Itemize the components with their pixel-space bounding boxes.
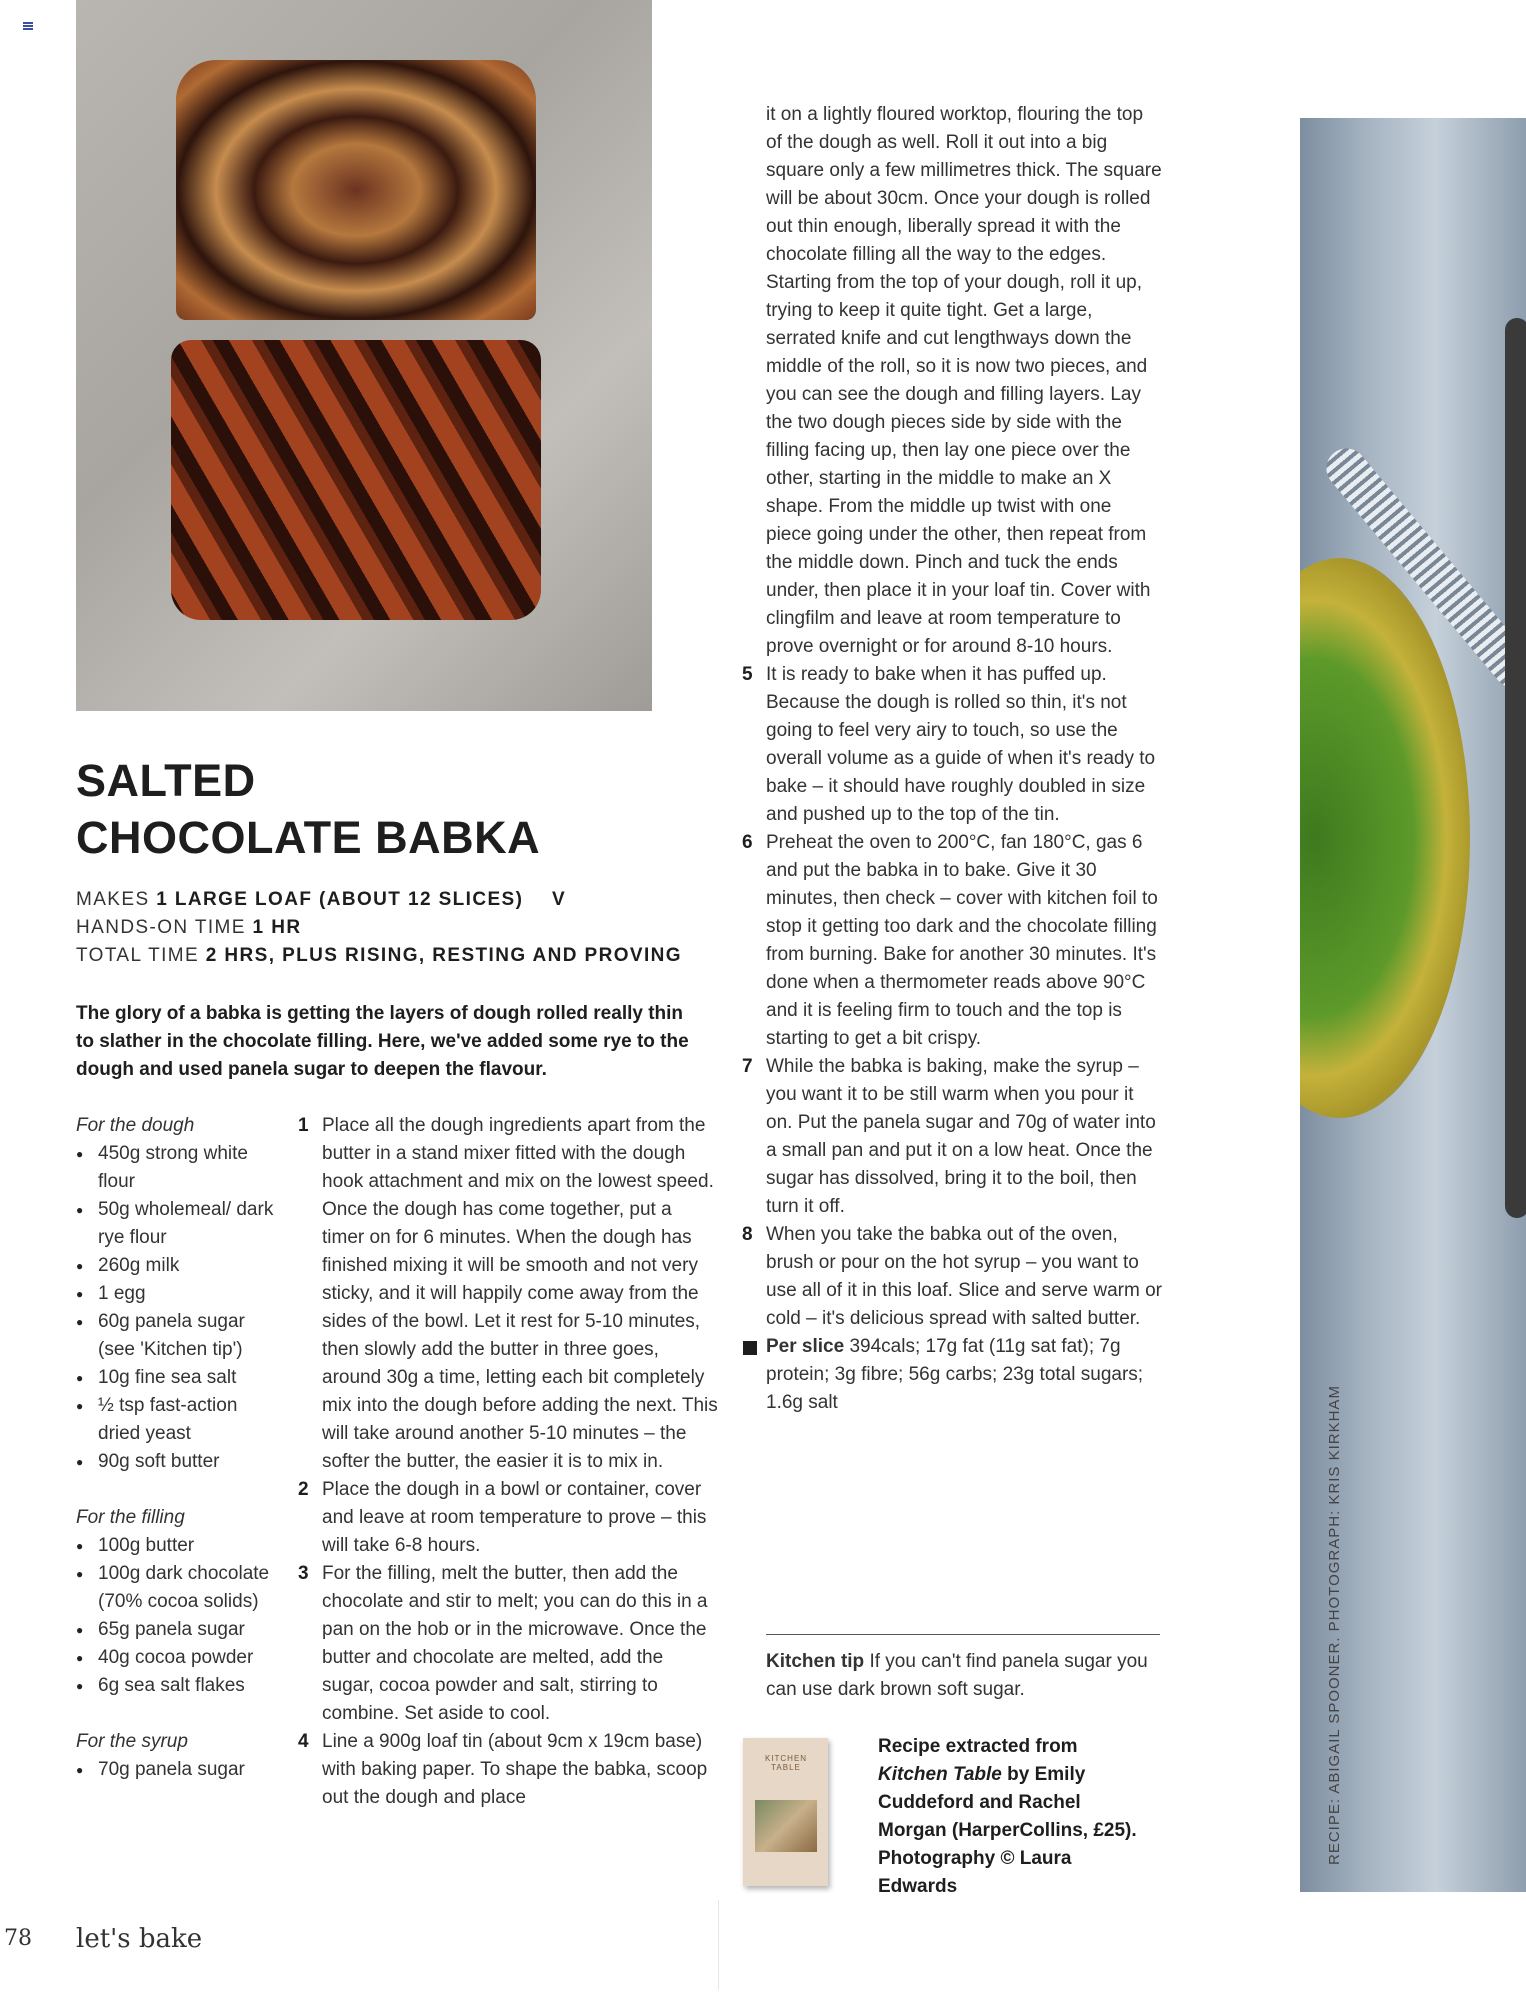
nutrition-label: Per slice [766,1336,845,1357]
method-step [298,1728,718,1812]
step-number: 5 [742,664,753,685]
step-text: Line a 900g loaf tin (about 9cm x 19cm base) with baking paper. To shape the babka, scoop out the dough and place [322,1731,708,1808]
page-marker-icon [23,22,33,30]
step-text: It is ready to bake when it has puffed up. Because the dough is rolled so thin, it's not going to feel very airy to touch, so use the overall volume as a guide of when it's ready to bake – it should have roughly doubled in size and pushed up to the top of the tin. [766,664,1156,825]
book-cover-image [755,1800,817,1852]
hands-on-value: 1 HR [252,917,302,938]
ingredient-item: ● 50g wholemeal/ dark rye flour [76,1196,276,1252]
syrup-list [76,1756,276,1784]
method-step [742,1053,1162,1221]
book-credit-intro: Recipe extracted from [878,1736,1078,1757]
ingredient-item: ● 100g dark chocolate (70% cocoa solids) [76,1560,276,1616]
dough-list [76,1140,276,1476]
pesto-bowl [1300,558,1470,1118]
book-credit-rest: by Emily Cuddeford and Rachel Morgan (HarperCollins, £25). Photography © Laura Edwards [878,1764,1137,1897]
ingredients-list [76,1112,276,1784]
ingredient-item: ● 450g strong white flour [76,1140,276,1196]
dough-heading: For the dough [76,1115,195,1136]
ingredient-item: ● 6g sea salt flakes [76,1672,276,1700]
nutrition-square-icon [743,1341,757,1355]
vegetarian-badge: V [552,889,567,910]
nutrition-info [742,1333,1162,1417]
babka-loaf-twist [171,340,541,620]
ingredient-item: ● 90g soft butter [76,1448,276,1476]
step-number: 6 [742,832,753,853]
step-text: For the filling, melt the butter, then add the chocolate and stir to melt; you can do this in a pan on the hob or in the microwave. Once the butter and chocolate are melted, add the sugar, cocoa powder and salt, stirring to combine. Set aside to cool. [322,1563,708,1724]
total-time-label: TOTAL TIME [76,945,200,966]
step-text: Preheat the oven to 200°C, fan 180°C, gas 6 and put the babka in to bake. Give it 30 minutes, then check – cover with kitchen foil to stop it getting too dark and the chocolate filling from burning. Bake for another 30 minutes. It's done when a thermometer reads above 90°C and it is feeling firm to touch and the top is starting to get a bit crispy. [766,832,1158,1049]
knife-blade [1505,318,1526,1218]
ingredient-item: ● 70g panela sugar [76,1756,276,1784]
syrup-heading: For the syrup [76,1731,188,1752]
page-margin [0,0,70,2000]
kitchen-tip [766,1648,1166,1704]
babka-photo [76,0,652,711]
makes-label: MAKES [76,889,150,910]
book-cover-title: KITCHEN TABLE [764,1754,808,1772]
divider [766,1634,1160,1635]
total-time-line [76,945,682,967]
photo-credit-text: RECIPE: ABIGAIL SPOONER. PHOTOGRAPH: KRIS KIRKHAM [1326,1385,1343,1865]
step-number: 8 [742,1224,753,1245]
step-text: While the babka is baking, make the syrup – you want it to be still warm when you pour it on. Put the panela sugar and 70g of water into a small pan and put it on a low heat. Once the sugar has dissolved, bring it to the boil, then turn it off. [766,1056,1156,1217]
step-number: 3 [298,1563,309,1584]
intro-text: The glory of a babka is getting the layers of dough rolled really thin to slather in the chocolate filling. Here, we've added some rye to the dough and used panela sugar to deepen the flavour. [76,1003,689,1080]
ingredient-item: ● 10g fine sea salt [76,1364,276,1392]
step-number: 2 [298,1479,309,1500]
makes-line [76,889,566,911]
method-column-1 [298,1112,718,1812]
hands-on-line [76,917,301,939]
step-text: Place all the dough ingredients apart from the butter in a stand mixer fitted with the dough hook attachment and mix on the lowest speed. Once the dough has come together, put a timer on for 6 minutes. When the dough has finished mixing it will be smooth and not very sticky, and it will happily come away from the sides of the bowl. Let it rest for 5-10 minutes, then slowly add the butter in three goes, around 30g a time, letting each bit completely mix into the dough before adding the next. This will take around another 5-10 minutes – the softer the butter, the easier it is to mix in. [322,1115,718,1472]
ingredient-item: ● 40g cocoa powder [76,1644,276,1672]
hands-on-label: HANDS-ON TIME [76,917,246,938]
title-line-1: SALTED [76,755,256,806]
ingredient-item: ● ½ tsp fast-action dried yeast [76,1392,276,1448]
method-step [742,829,1162,1053]
ingredient-item: ● 1 egg [76,1280,276,1308]
method-step [742,1221,1162,1333]
nutrition-text: 394cals; 17g fat (11g sat fat); 7g protein; 3g fibre; 56g carbs; 23g total sugars; 1.6g salt [766,1336,1144,1413]
book-credit [878,1733,1148,1901]
ingredient-item: ● 65g panela sugar [76,1616,276,1644]
step-text: Place the dough in a bowl or container, cover and leave at room temperature to prove – this will take 6-8 hours. [322,1479,707,1556]
recipe-title [76,752,540,866]
method-step [742,101,1162,661]
filling-list [76,1532,276,1700]
method-step [298,1560,718,1728]
tip-label: Kitchen tip [766,1651,865,1672]
filling-heading: For the filling [76,1507,185,1528]
method-step [742,661,1162,829]
method-column-2 [742,101,1162,1417]
gutter-line [718,1900,719,1990]
ingredient-item: ● 60g panela sugar (see 'Kitchen tip') [76,1308,276,1364]
step-text: When you take the babka out of the oven, brush or pour on the hot syrup – you want to use all of it in this loaf. Slice and serve warm or cold – it's delicious spread with salted butter. [766,1224,1163,1329]
photo-credit [1322,1385,1346,1865]
ingredient-item: ● 260g milk [76,1252,276,1280]
step-text: it on a lightly floured worktop, flouring the top of the dough as well. Roll it out into a big square only a few millimetres thick. The square will be about 30cm. Once your dough is rolled out thin enough, liberally spread it with the chocolate filling all the way to the edges. Starting from the top of your dough, roll it up, trying to keep it quite tight. Get a large, serrated knife and cut lengthways down the middle of the roll, so it is now two pieces, and you can see the dough and filling layers. Lay the two dough pieces side by side with the filling facing up, then lay one piece over the other, starting in the middle to make an X shape. From the middle up twist with one piece going under the other, then repeat from the middle down. Pinch and tuck the ends under, then place it in your loaf tin. Cover with clingfilm and leave at room temperature to prove overnight or for around 8-10 hours. [766,104,1162,657]
title-line-2: CHOCOLATE BABKA [76,812,541,863]
ingredient-item: ● 100g butter [76,1532,276,1560]
method-step [298,1476,718,1560]
book-title: Kitchen Table [878,1764,1002,1785]
step-number: 1 [298,1115,309,1136]
page-number: 78 [4,1926,32,1951]
section-name: let's bake [76,1924,203,1954]
tip-text: If you can't find panela sugar you can use dark brown soft sugar. [766,1651,1148,1700]
book-cover [743,1738,828,1886]
method-step [298,1112,718,1476]
step-number: 7 [742,1056,753,1077]
babka-slice-top [176,60,536,320]
makes-value: 1 LARGE LOAF (ABOUT 12 SLICES) [156,889,524,910]
step-number: 4 [298,1731,309,1752]
total-time-value: 2 HRS, PLUS RISING, RESTING AND PROVING [205,945,682,966]
